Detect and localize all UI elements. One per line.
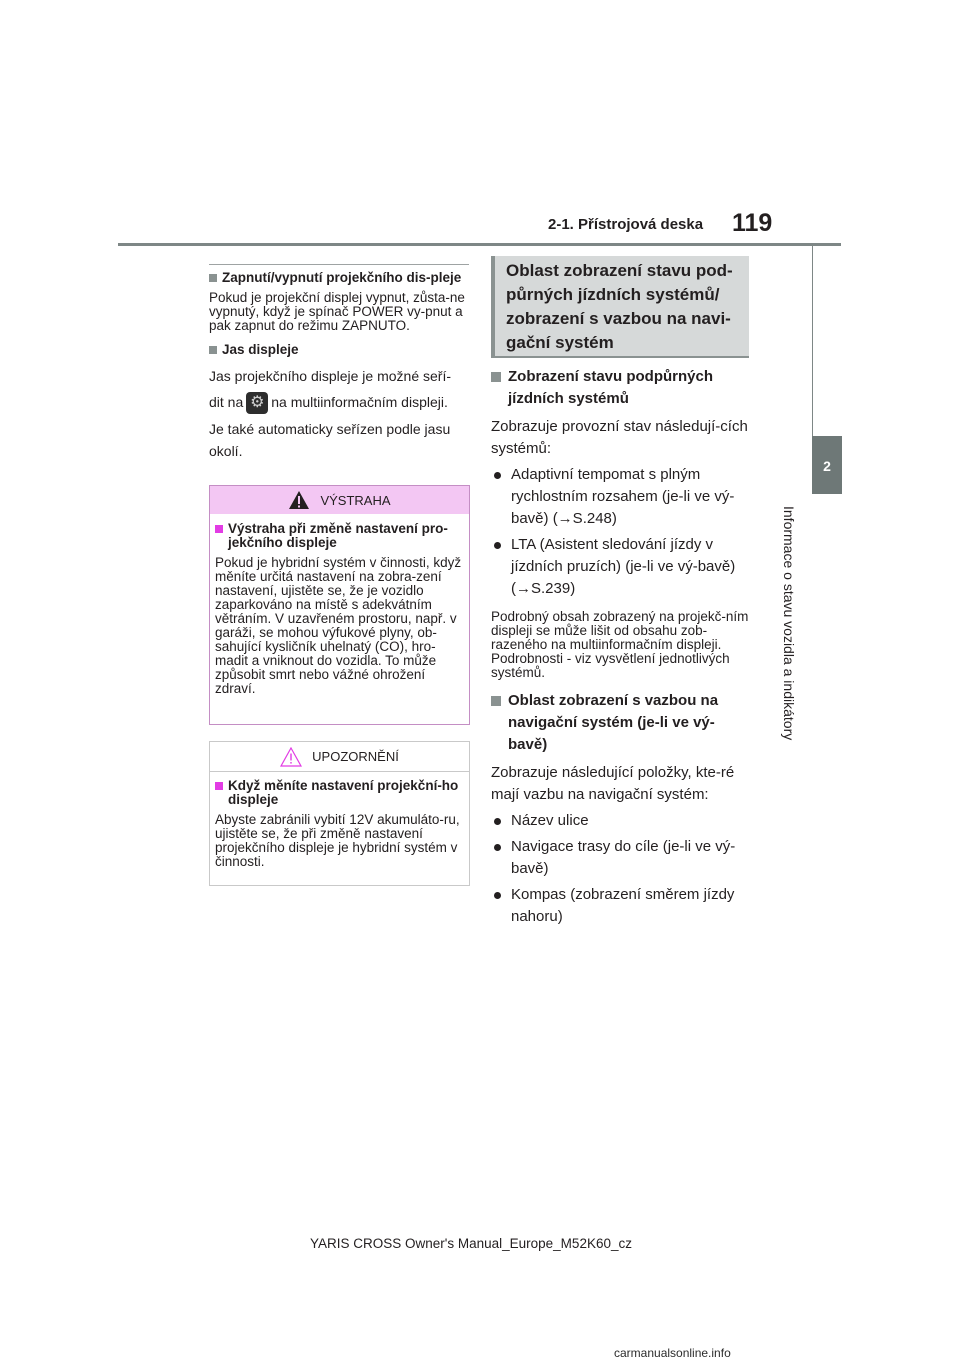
caution-body <box>210 772 469 869</box>
column-divider <box>209 264 469 265</box>
subheading-navigation: Oblast zobrazení s vazbou na navigační systém (je-li ve vý-bavě) <box>491 690 753 756</box>
warning-header <box>210 486 469 514</box>
driving-support-note: Podrobný obsah zobrazený na projekč-ním displeji se může lišit od obsahu zob-razeného na multiinformačním displeji. Podrobnosti - viz vysvětlení jednotlivých systémů. <box>491 609 749 680</box>
navigation-intro: Zobrazuje následující položky, kte-ré mají vazbu na navigační systém: <box>491 764 735 803</box>
warning-body <box>210 514 469 696</box>
topic-title-line: zobrazení s vazbou na navi- <box>506 309 731 328</box>
caution-heading: Když měníte nastavení projekční-ho displeje <box>215 779 464 807</box>
bullet-dot-icon <box>494 844 501 851</box>
caution-text: Abyste zabránili vybití 12V akumuláto-ru, ujistěte se, že při změně nastavení projekčního displeje je hybridní systém v činnosti. <box>215 812 460 869</box>
square-bullet-icon <box>215 782 223 790</box>
side-tab-line <box>812 246 813 436</box>
list-item: Adaptivní tempomat s plným rychlostním rozsahem (je-li ve vý-bavě) (→S.248) <box>491 464 753 530</box>
page-number: 119 <box>732 209 773 237</box>
left-column <box>209 264 469 466</box>
topic-title-line: gační systém <box>506 333 614 352</box>
caution-label: UPOZORNĚNÍ <box>312 749 399 764</box>
warning-triangle-icon <box>288 490 310 510</box>
side-tab-number: 2 <box>823 458 831 474</box>
bullet-dot-icon <box>494 542 501 549</box>
subheading-brightness: Jas displeje <box>209 343 469 357</box>
side-tab-text: Informace o stavu vozidla a indikátory <box>781 506 797 741</box>
warning-text: Pokud je hybridní systém v činnosti, když měníte určitá nastavení na zobra-zení nastavení, ujistěte se, že je vozidlo zaparkováno na místě s adekvátním větráním. V uzavřeném prostoru, např. v garáži, se mohou výfukové plyny, ob-sahující kysličník uhelnatý (CO), hro-madit a vniknout do vozidla. To může způsobit smrt nebo vážné ohrožení zdraví. <box>215 555 462 696</box>
subheading-display-onoff: Zapnutí/vypnutí projekčního dis-pleje <box>209 271 469 285</box>
list-item: LTA (Asistent sledování jízdy v jízdních pruzích) (je-li ve vý-bavě) (→S.239) <box>491 534 753 600</box>
caution-header <box>210 742 469 772</box>
brightness-text-3: Je také automaticky seřízen podle jasu okolí. <box>209 421 451 460</box>
header-rule <box>118 243 841 246</box>
brightness-text-2: dit na⚙ na multiinformačním displeji. <box>209 391 469 414</box>
section-title: 2-1. Přístrojová deska <box>548 216 704 233</box>
topic-title-line: Oblast zobrazení stavu pod- <box>506 261 733 280</box>
caution-triangle-icon <box>280 747 302 767</box>
subheading-driving-support: Zobrazení stavu podpůrných jízdních systémů <box>491 366 753 410</box>
square-bullet-icon <box>491 696 501 706</box>
list-item: Kompas (zobrazení směrem jízdy nahoru) <box>491 884 753 928</box>
square-bullet-icon <box>491 372 501 382</box>
settings-gear-icon <box>246 392 268 414</box>
footer-manual-title: YARIS CROSS Owner's Manual_Europe_M52K60_cz <box>310 1236 632 1251</box>
brightness-text-1: Jas projekčního displeje je možné seří- <box>209 368 452 384</box>
display-onoff-text: Pokud je projekční displej vypnut, zůsta-ne vypnutý, když je spínač POWER vy-pnut a pak zapnut do režimu ZAPNUTO. <box>209 290 465 333</box>
square-bullet-icon <box>215 525 223 533</box>
caution-box <box>209 741 470 886</box>
bullet-dot-icon <box>494 818 501 825</box>
square-bullet-icon <box>209 274 217 282</box>
list-item: Navigace trasy do cíle (je-li ve vý-bavě) <box>491 836 753 880</box>
bullet-dot-icon <box>494 472 501 479</box>
topic-title-box <box>491 256 749 358</box>
watermark: carmanualsonline.info <box>614 1346 731 1360</box>
bullet-dot-icon <box>494 892 501 899</box>
warning-label: VÝSTRAHA <box>320 492 391 508</box>
square-bullet-icon <box>209 346 217 354</box>
right-column <box>491 366 753 932</box>
warning-box <box>209 485 470 725</box>
topic-title-line: půrných jízdních systémů/ <box>506 285 720 304</box>
warning-heading: Výstraha při změně nastavení pro-jekčního displeje <box>215 522 464 550</box>
list-item: Název ulice <box>491 810 753 832</box>
driving-support-intro: Zobrazuje provozní stav následují-cích systémů: <box>491 418 748 457</box>
